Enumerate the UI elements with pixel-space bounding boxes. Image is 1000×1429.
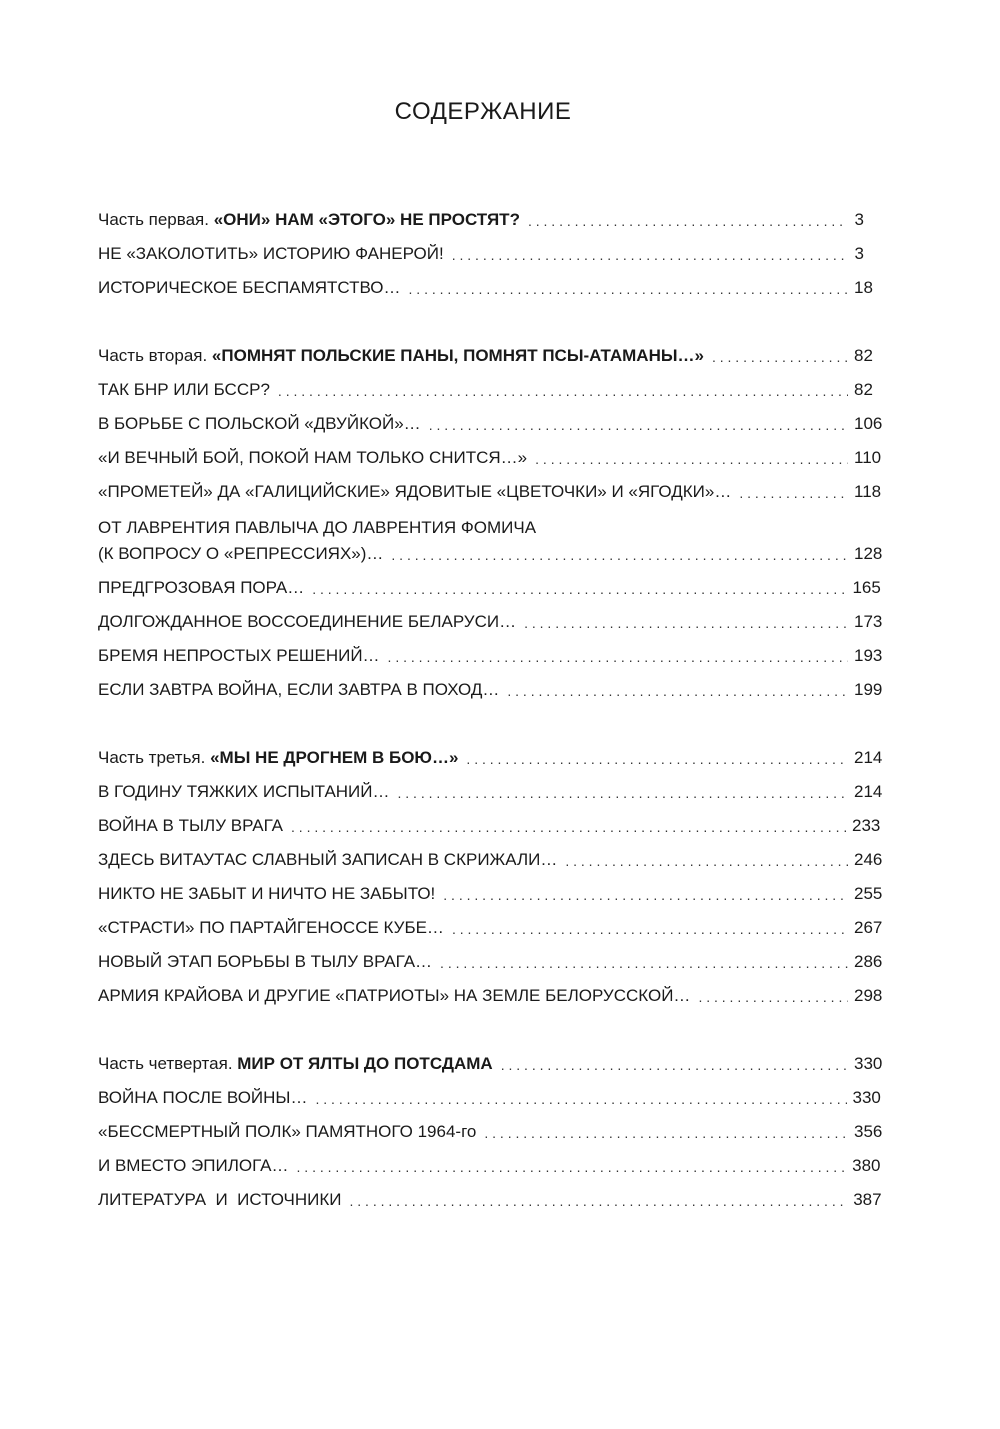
- toc-part-line: [98, 1054, 883, 1080]
- toc-part-title: МИР ОТ ЯЛТЫ ДО ПОТСДАМА: [237, 1054, 493, 1073]
- toc-entry-line: [98, 448, 882, 474]
- toc-entry-title: «И ВЕЧНЫЙ БОЙ, ПОКОЙ НАМ ТОЛЬКО СНИТСЯ…»: [98, 448, 528, 467]
- toc-part-line: [98, 210, 864, 236]
- toc-entry-title: НИКТО НЕ ЗАБЫТ И НИЧТО НЕ ЗАБЫТО!: [98, 884, 436, 903]
- dot-leader: [452, 920, 848, 938]
- toc-page-number: 214: [854, 782, 883, 801]
- toc-entry-title: И ВМЕСТО ЭПИЛОГА…: [98, 1156, 289, 1175]
- toc-page-number: 82: [854, 380, 873, 399]
- toc-entry-row[interactable]: [98, 876, 883, 910]
- toc-entry-row[interactable]: [98, 842, 883, 876]
- toc-page-number: 267: [854, 918, 883, 937]
- dot-leader: [501, 1056, 848, 1074]
- dot-leader: [398, 784, 849, 802]
- toc-part-label: [98, 210, 520, 230]
- toc-part-row[interactable]: [98, 202, 864, 236]
- toc-page-number: 106: [854, 414, 883, 433]
- toc-part-prefix: Часть третья.: [98, 748, 211, 767]
- toc-entry-title: В БОРЬБЕ С ПОЛЬСКОЙ «ДВУЙКОЙ»…: [98, 414, 421, 433]
- toc-entry-line: [98, 986, 883, 1012]
- toc-entry-title: АРМИЯ КРАЙОВА И ДРУГИЕ «ПАТРИОТЫ» НА ЗЕМЛЕ БЕЛОРУССКОЙ…: [98, 986, 691, 1005]
- toc-page-number: 330: [852, 1088, 881, 1107]
- dot-leader: [535, 450, 848, 468]
- toc-entry-row[interactable]: [98, 1182, 882, 1216]
- toc-page-number: 246: [854, 850, 883, 869]
- toc-entry-line: [98, 918, 883, 944]
- dot-leader: [712, 348, 848, 366]
- toc-section: [98, 202, 873, 304]
- toc-part-title: «ОНИ» НАМ «ЭТОГО» НЕ ПРОСТЯТ?: [213, 210, 520, 229]
- dot-leader: [443, 886, 848, 904]
- dot-leader: [350, 1192, 848, 1210]
- toc-part-label: [98, 748, 458, 768]
- toc-entry-row[interactable]: [98, 570, 881, 604]
- toc-page-number: 110: [854, 448, 882, 467]
- toc-page-number: 356: [854, 1122, 883, 1141]
- toc-entry-title: ДОЛГОЖДАННОЕ ВОССОЕДИНЕНИЕ БЕЛАРУСИ…: [98, 612, 517, 631]
- toc-section: [98, 338, 883, 706]
- toc-entry-title: ЗДЕСЬ ВИТАУТАС СЛАВНЫЙ ЗАПИСАН В СКРИЖАЛИ…: [98, 850, 558, 869]
- toc-entry-title: ЕСЛИ ЗАВТРА ВОЙНА, ЕСЛИ ЗАВТРА В ПОХОД…: [98, 680, 500, 699]
- toc-page-number: 387: [853, 1190, 882, 1209]
- dot-leader: [388, 648, 848, 666]
- toc-part-line: [98, 346, 873, 372]
- dot-leader: [565, 852, 848, 870]
- dot-leader: [429, 416, 848, 434]
- toc-part-row[interactable]: [98, 740, 883, 774]
- toc-entry-row[interactable]: [98, 808, 881, 842]
- toc-entry-line: [98, 482, 882, 508]
- toc-page-number: 380: [852, 1156, 881, 1175]
- toc-entry-title: В ГОДИНУ ТЯЖКИХ ИСПЫТАНИЙ…: [98, 782, 390, 801]
- dot-leader: [409, 280, 848, 298]
- toc-entry-line: [98, 646, 883, 672]
- toc-entry-row[interactable]: [98, 604, 883, 638]
- toc-part-prefix: Часть вторая.: [98, 346, 212, 365]
- dot-leader: [698, 988, 848, 1006]
- table-of-contents: [98, 202, 883, 1216]
- toc-part-prefix: Часть четвертая.: [98, 1054, 238, 1073]
- toc-page-number: 18: [854, 278, 873, 297]
- toc-entry-title: ВОЙНА В ТЫЛУ ВРАГА: [98, 816, 284, 835]
- dot-leader: [466, 750, 848, 768]
- toc-page-number: 214: [854, 748, 883, 767]
- toc-page-number: 118: [854, 482, 882, 501]
- dot-leader: [484, 1124, 848, 1142]
- dot-leader: [507, 682, 848, 700]
- toc-part-title: «ПОМНЯТ ПОЛЬСКИЕ ПАНЫ, ПОМНЯТ ПСЫ-АТАМАНЫ…»: [211, 346, 704, 365]
- dot-leader: [391, 546, 848, 564]
- toc-entry-line: [98, 782, 883, 808]
- toc-entry-row[interactable]: [98, 474, 882, 508]
- toc-entry-row[interactable]: [98, 440, 882, 474]
- toc-entry-row[interactable]: [98, 372, 873, 406]
- toc-entry-line: [98, 816, 881, 842]
- toc-entry-row[interactable]: [98, 270, 873, 304]
- dot-leader: [297, 1158, 847, 1176]
- toc-page-number: 165: [852, 578, 881, 597]
- page-title: СОДЕРЖАНИЕ: [394, 98, 572, 125]
- toc-page-number: 330: [854, 1054, 883, 1073]
- toc-entry-title: «БЕССМЕРТНЫЙ ПОЛК» ПАМЯТНОГО 1964-го: [98, 1122, 477, 1141]
- toc-entry-line: [98, 1122, 883, 1148]
- toc-entry-row[interactable]: [98, 944, 883, 978]
- toc-part-row[interactable]: [98, 1046, 883, 1080]
- toc-page-number: 193: [854, 646, 883, 665]
- toc-entry-line: [98, 1156, 881, 1182]
- toc-entry-title: ИСТОРИЧЕСКОЕ БЕСПАМЯТСТВО…: [98, 278, 401, 297]
- toc-section: [98, 1046, 883, 1216]
- toc-entry-line: [98, 414, 883, 440]
- toc-entry-line: [98, 1088, 881, 1114]
- toc-entry-line: [98, 578, 881, 604]
- toc-part-prefix: Часть первая.: [98, 210, 214, 229]
- toc-entry-row[interactable]: [98, 406, 883, 440]
- toc-entry-title: ЛИТЕРАТУРА И ИСТОЧНИКИ: [98, 1190, 342, 1209]
- toc-entry-title: НОВЫЙ ЭТАП БОРЬБЫ В ТЫЛУ ВРАГА…: [98, 952, 433, 971]
- toc-page-number: 128: [854, 544, 883, 563]
- toc-page-number: 3: [854, 244, 864, 263]
- toc-entry-row[interactable]: [98, 978, 883, 1012]
- toc-page-number: 298: [854, 986, 883, 1005]
- toc-page-number: 255: [854, 884, 883, 903]
- toc-part-row[interactable]: [98, 338, 873, 372]
- toc-entry-line2: [98, 544, 883, 570]
- toc-entry-line: [98, 850, 883, 876]
- dot-leader: [440, 954, 848, 972]
- toc-entry-title: ПРЕДГРОЗОВАЯ ПОРА…: [98, 578, 305, 597]
- toc-page-number: 173: [854, 612, 883, 631]
- toc-entry-row[interactable]: [98, 236, 864, 270]
- dot-leader: [315, 1090, 846, 1108]
- toc-entry-row[interactable]: [98, 1080, 881, 1114]
- toc-entry-title: ОТ ЛАВРЕНТИЯ ПАВЛЫЧА ДО ЛАВРЕНТИЯ ФОМИЧА: [98, 518, 537, 537]
- toc-entry-row[interactable]: [98, 1114, 883, 1148]
- toc-page-number: 199: [854, 680, 883, 699]
- toc-entry-line: [98, 884, 883, 910]
- toc-page-number: 82: [854, 346, 873, 365]
- toc-entry-line: [98, 278, 873, 304]
- toc-entry-title: БРЕМЯ НЕПРОСТЫХ РЕШЕНИЙ…: [98, 646, 380, 665]
- toc-part-line: [98, 748, 883, 774]
- toc-entry-line: [98, 380, 873, 406]
- toc-part-label: [98, 1054, 493, 1074]
- dot-leader: [312, 580, 846, 598]
- toc-entry-line1: [98, 510, 864, 544]
- dot-leader: [739, 484, 848, 502]
- toc-entry-row[interactable]: [98, 774, 883, 808]
- toc-entry-row[interactable]: [98, 910, 883, 944]
- toc-entry-line: [98, 244, 864, 270]
- toc-section: [98, 740, 883, 1012]
- dot-leader: [278, 382, 848, 400]
- toc-entry-title: НЕ «ЗАКОЛОТИТЬ» ИСТОРИЮ ФАНЕРОЙ!: [98, 244, 444, 263]
- toc-entry-row[interactable]: [98, 638, 883, 672]
- toc-entry-row[interactable]: [98, 672, 883, 706]
- toc-entry-title: «ПРОМЕТЕЙ» ДА «ГАЛИЦИЙСКИЕ» ЯДОВИТЫЕ «ЦВЕТОЧКИ» И «ЯГОДКИ»…: [98, 482, 732, 501]
- toc-part-label: [98, 346, 704, 366]
- toc-entry-title: ТАК БНР ИЛИ БССР?: [98, 380, 270, 399]
- toc-page-number: 286: [854, 952, 883, 971]
- toc-entry-line: [98, 680, 883, 706]
- dot-leader: [528, 212, 848, 230]
- dot-leader: [452, 246, 848, 264]
- toc-entry-line: [98, 1190, 882, 1216]
- toc-entry-line: [98, 952, 883, 978]
- toc-entry-row[interactable]: [98, 1148, 881, 1182]
- toc-entry-title-continued: (К ВОПРОСУ О «РЕПРЕССИЯХ»)…: [98, 544, 384, 563]
- toc-entry-line: [98, 612, 883, 638]
- toc-entry-row[interactable]: [98, 508, 883, 570]
- toc-page-number: 233: [851, 816, 881, 835]
- toc-entry-title: ВОЙНА ПОСЛЕ ВОЙНЫ…: [98, 1088, 308, 1107]
- toc-entry-title: «СТРАСТИ» ПО ПАРТАЙГЕНОССЕ КУБЕ…: [98, 918, 444, 937]
- dot-leader: [291, 818, 846, 836]
- toc-page-number: 3: [854, 210, 864, 229]
- dot-leader: [524, 614, 848, 632]
- toc-part-title: «МЫ НЕ ДРОГНЕМ В БОЮ…»: [210, 748, 459, 767]
